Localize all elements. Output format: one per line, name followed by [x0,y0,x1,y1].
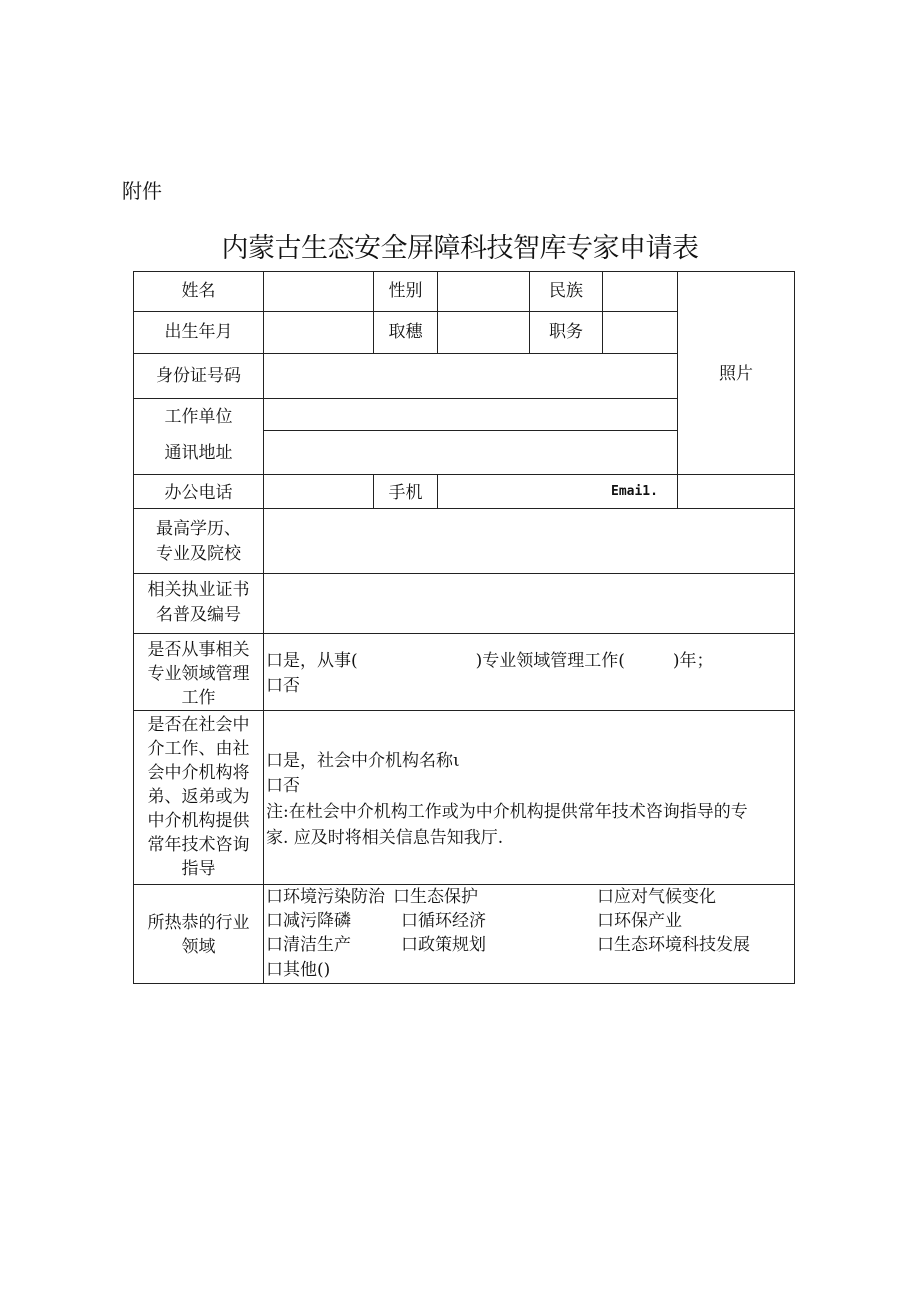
certificates-label-line: 名普及编号 [156,605,241,625]
address-label: 通讯地址 [164,443,233,463]
table-divider [133,311,678,312]
employer-label: 工作单位 [164,407,233,427]
certificates-field[interactable] [264,574,794,633]
agency-label-line: 弟、返弟或为 [147,787,250,807]
employer-field[interactable] [264,399,677,430]
agency-note: 注:在杜会中介机构工作或为中介机构提供常年技术咨询指导的专 [266,802,748,822]
management-label-line: 专业领域管理 [147,664,250,684]
name-field[interactable] [264,272,373,311]
agency-note: 家. 应及时将相关信息告知我厅. [266,828,504,848]
table-border [794,271,795,984]
management-yes-option[interactable] [266,649,714,673]
email-label: Emai1. [611,484,658,499]
field-option[interactable]: 口清洁生产 [266,935,351,955]
mobile-field[interactable] [438,475,598,508]
education-field[interactable] [264,509,794,573]
office-phone-label: 办公电话 [164,483,233,503]
professional-title-field[interactable] [438,312,529,353]
field-option[interactable]: 口生态保护 [393,887,478,907]
education-label [134,519,263,565]
field-option[interactable]: 口环保产业 [597,911,682,931]
management-label-line: 是否从事相关 [147,640,250,660]
field-option[interactable]: 口生态环境科技发展 [597,935,750,955]
management-label [134,638,263,710]
management-yes-suffix: )年； [672,651,714,671]
expertise-fields-label-line: 所热恭的行业 [147,913,250,933]
education-label-line: 最高学历、 [156,519,241,539]
management-yes-prefix: 口是，从事( [266,651,358,671]
mobile-label: 手机 [388,483,423,503]
table-divider [133,633,795,634]
table-divider [133,710,795,711]
id-number-field[interactable] [264,354,677,398]
certificates-label-line: 相关执业证书 [147,580,250,600]
agency-label-line: 会中介机构将 [147,763,250,783]
field-option[interactable]: 口政策规划 [401,935,486,955]
email-field[interactable] [678,475,794,508]
agency-label-line: 介工作、由社 [147,739,250,759]
gender-label: 性别 [388,281,423,301]
position-label: 职务 [549,322,583,342]
photo-area[interactable] [678,272,794,474]
name-label: 姓名 [181,281,216,301]
office-phone-field[interactable] [264,475,373,508]
certificates-label [134,580,263,626]
expertise-fields-label-line: 领域 [181,937,216,957]
agency-label-line: 常年技术咨询 [147,835,250,855]
field-option[interactable]: 口其他() [266,960,331,980]
agency-label-line: 中介机构提供 [147,811,250,831]
agency-label-line: 是否在社会中 [147,715,250,735]
position-field[interactable] [603,312,677,353]
management-no-option[interactable]: 口否 [266,676,300,696]
agency-no-option[interactable]: 口否 [266,776,300,796]
birth-date-field[interactable] [264,312,373,353]
management-label-line: 工作 [181,688,216,708]
table-border [133,983,795,984]
id-number-label: 身份证号码 [156,366,241,386]
field-option[interactable]: 口循环经济 [401,911,486,931]
agency-label-line: 指导 [181,859,216,879]
education-label-line: 专业及院校 [156,544,241,564]
gender-field[interactable] [438,272,529,311]
expertise-fields-label [134,911,263,959]
ethnicity-label: 民族 [549,281,583,301]
form-title: 内蒙古生态安全屏障科技智库专家申请表 [221,233,699,264]
birth-date-label: 出生年月 [164,322,233,342]
field-option[interactable]: 口环境污染防治 [266,887,385,907]
management-yes-middle: )专业领域管理工作( [475,651,625,671]
attachment-label: 附件 [122,179,162,203]
agency-yes-option[interactable]: 口是，社会中介机构名称ι [266,751,460,771]
photo-label: 照片 [719,364,753,384]
professional-title-label: 取穗 [388,322,423,342]
field-option[interactable]: 口应对气候变化 [597,887,716,907]
ethnicity-field[interactable] [603,272,677,311]
agency-label [134,713,263,881]
address-field[interactable] [264,431,677,474]
field-option[interactable]: 口减污降磷 [266,911,351,931]
